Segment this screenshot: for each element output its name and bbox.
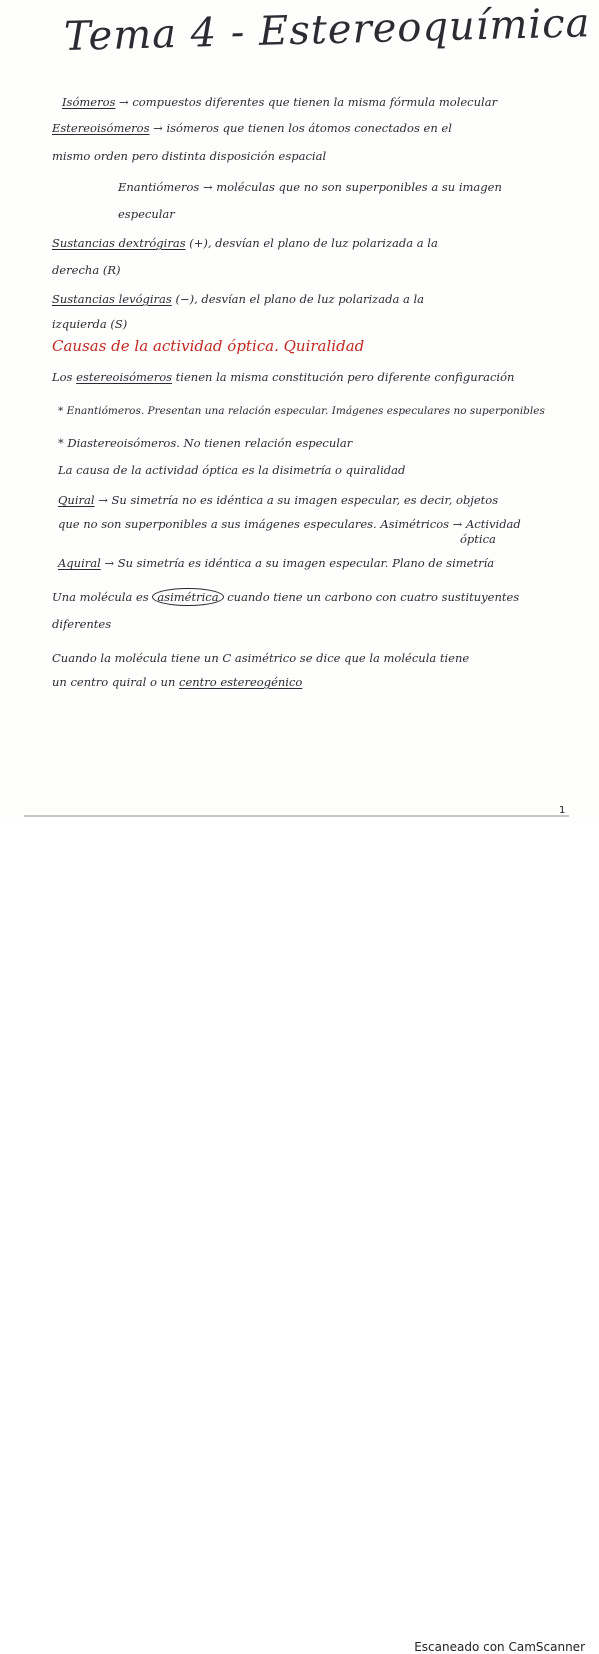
line-11-text: tienen la misma constitución pero diferente configuración: [172, 370, 515, 384]
line-8-text: (−), desvían el plano de luz polarizada a la: [171, 292, 425, 306]
term-estereoisomeros-2: estereoisómeros: [76, 370, 173, 384]
note-line-17: óptica: [460, 532, 496, 546]
note-line-7: derecha (R): [52, 263, 121, 277]
note-line-22: [52, 675, 302, 689]
term-estereoisomeros: Estereoisómeros: [52, 121, 150, 135]
note-line-11: [52, 370, 514, 384]
note-line-12: * Enantiómeros. Presentan una relación especular. Imágenes especulares no superponibles: [58, 405, 545, 417]
page-number: 1: [559, 805, 566, 816]
line-19-text: cuando tiene un carbono con cuatro sustituyentes: [223, 590, 520, 604]
note-line-20: diferentes: [52, 617, 112, 631]
note-line-6: [52, 236, 438, 250]
note-line-14: La causa de la actividad óptica es la disimetría o quiralidad: [58, 463, 406, 477]
line-22-pre: un centro quiral o un: [52, 675, 179, 689]
line-6-text: (+), desvían el plano de luz polarizada a la: [185, 236, 438, 250]
line-19-pre: Una molécula es: [52, 590, 153, 604]
line-15-text: → Su simetría no es idéntica a su imagen especular, es decir, objetos: [94, 493, 499, 507]
note-line-5: especular: [118, 207, 175, 221]
note-line-19: [52, 590, 519, 604]
note-line-1: [62, 95, 497, 109]
term-isomeros: Isómeros: [62, 95, 116, 109]
note-line-16: que no son superponibles a sus imágenes especulares. Asimétricos → Actividad: [58, 517, 521, 531]
note-line-3: mismo orden pero distinta disposición espacial: [52, 149, 327, 163]
line-18-text: → Su simetría es idéntica a su imagen especular. Plano de simetría: [100, 556, 495, 570]
camscanner-watermark: Escaneado con CamScanner: [414, 1640, 585, 1654]
note-line-4: Enantiómeros → moléculas que no son superponibles a su imagen: [118, 180, 502, 194]
note-line-13: * Diastereoisómeros. No tienen relación especular: [58, 436, 353, 450]
page-title: Tema 4 - Estereoquímica: [63, 0, 592, 60]
term-levogiras: Sustancias levógiras: [52, 292, 172, 306]
term-centro-estereogenico: centro estereogénico: [179, 675, 303, 689]
note-line-21: Cuando la molécula tiene un C asimétrico se dice que la molécula tiene: [52, 651, 470, 665]
line-11-pre: Los: [52, 370, 77, 384]
section-heading: Causas de la actividad óptica. Quiralidad: [52, 337, 365, 355]
page-edge-divider: [24, 815, 569, 817]
note-line-15: [58, 493, 498, 507]
note-line-8: [52, 292, 424, 306]
line-1-text: → compuestos diferentes que tienen la misma fórmula molecular: [115, 95, 498, 109]
note-line-9: izquierda (S): [52, 317, 128, 331]
note-line-2: [52, 121, 452, 135]
term-aquiral: Aquiral: [58, 556, 101, 570]
term-dextrogiras: Sustancias dextrógiras: [52, 236, 186, 250]
note-line-18: [58, 556, 494, 570]
scanner-footer: [0, 818, 599, 1654]
line-2-text: → isómeros que tienen los átomos conectados en el: [149, 121, 452, 135]
circled-asimetrica: asimétrica: [152, 588, 223, 606]
term-quiral: Quiral: [58, 493, 95, 507]
